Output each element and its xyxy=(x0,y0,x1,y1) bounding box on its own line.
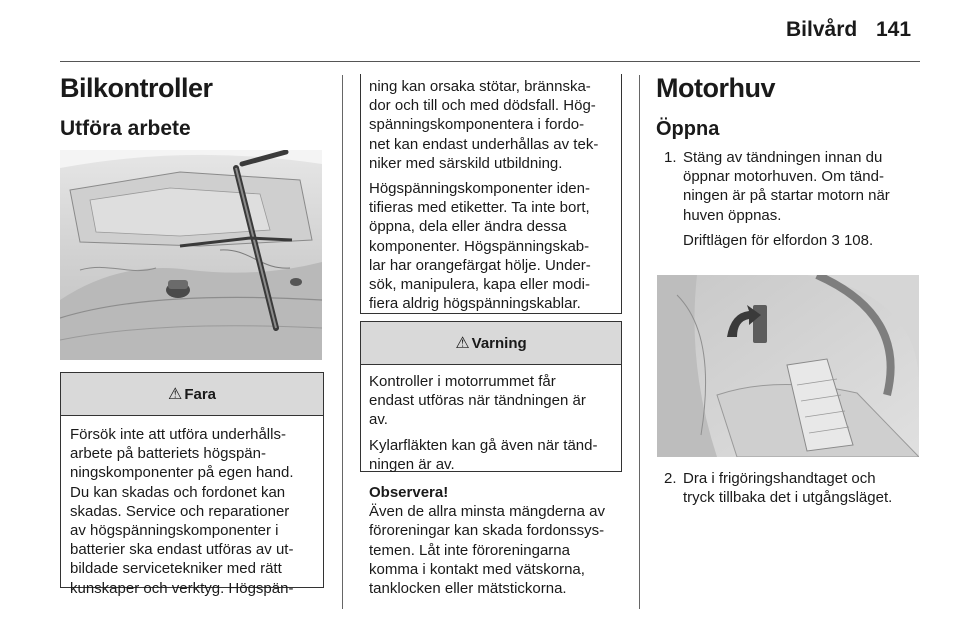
step-line: öppnar motorhuven. Om tänd- xyxy=(683,168,884,186)
header-page-number: 141 xyxy=(876,18,912,41)
reference-text: Driftlägen för elfordon xyxy=(683,231,828,249)
note-block xyxy=(369,483,629,598)
warning-line: av. xyxy=(369,411,388,429)
note-line: föroreningar kan skada fordonssys- xyxy=(369,522,605,540)
step-number: 1. xyxy=(664,149,677,166)
danger-line: av högspänningskomponenter i xyxy=(70,522,279,540)
note-line: temen. Låt inte föroreningarna xyxy=(369,541,570,559)
step-1-text xyxy=(683,148,890,250)
danger-cont-line: fiera aldrig högspänningskablar. xyxy=(369,295,581,313)
engine-bay-illustration xyxy=(60,150,322,360)
danger-cont-line: dor och till och med dödsfall. Hög- xyxy=(369,97,596,115)
column-divider-1 xyxy=(342,75,343,609)
danger-box-header xyxy=(61,373,323,416)
note-line: komma i kontakt med vätskorna, xyxy=(369,560,585,578)
step-line: ningen är på startar motorn när xyxy=(683,187,890,205)
danger-line: batterier ska endast utföras av ut- xyxy=(70,541,294,559)
oppna-subtitle: Öppna xyxy=(656,118,720,140)
danger-cont-line: spänningskomponentera i fordo- xyxy=(369,116,585,134)
note-line: tanklocken eller mätstickorna. xyxy=(369,580,567,598)
warning-box-body xyxy=(361,365,621,474)
danger-cont-line: sök, manipulera, kapa eller modi- xyxy=(369,276,590,294)
danger-line: Försök inte att utföra underhålls- xyxy=(70,426,286,443)
step-2 xyxy=(664,469,924,511)
section-title: Bilkontroller xyxy=(60,73,213,103)
danger-line: Du kan skadas och fordonet kan xyxy=(70,483,286,501)
danger-cont-line: tifieras med etiketter. Ta inte bort, xyxy=(369,199,590,217)
danger-line: bildade servicetekniker med rätt xyxy=(70,560,282,578)
motorhuv-title: Motorhuv xyxy=(656,73,775,103)
danger-cont-line: net kan endast underhållas av tek- xyxy=(369,135,599,153)
danger-line: ningskomponenter på egen hand. xyxy=(70,464,294,482)
section-subtitle: Utföra arbete xyxy=(60,117,191,140)
danger-cont-line: ning kan orsaka stötar, brännska- xyxy=(369,78,591,95)
hood-release-drawing xyxy=(657,275,919,457)
warning-box xyxy=(360,321,622,472)
danger-box-continued xyxy=(360,74,622,314)
danger-continued-body xyxy=(361,74,621,313)
step-line: Dra i frigöringshandtaget och xyxy=(683,470,876,487)
step-1-reference xyxy=(683,231,890,250)
warning-triangle-icon: ⚠ xyxy=(167,386,183,403)
danger-cont-line: Högspänningskomponenter iden- xyxy=(369,180,590,198)
warning-line: endast utföras när tändningen är xyxy=(369,392,586,410)
note-heading: Observera! xyxy=(369,484,449,501)
danger-box-body xyxy=(61,416,323,598)
warning-line: Kylarfläkten kan gå även när tänd- xyxy=(369,436,598,454)
warning-line: ningen är av. xyxy=(369,455,455,473)
danger-box-heading: Fara xyxy=(184,385,217,403)
column-divider-2 xyxy=(639,75,640,609)
danger-cont-line: niker med särskild utbildning. xyxy=(369,154,563,172)
step-line: tryck tillbaka det i utgångsläget. xyxy=(683,489,893,507)
header-rule xyxy=(60,61,920,62)
danger-cont-line: öppna, dela eller ändra dessa xyxy=(369,218,567,236)
danger-line: skadas. Service och reparationer xyxy=(70,502,290,520)
step-number: 2. xyxy=(664,470,677,487)
engine-bay-drawing xyxy=(60,150,322,360)
danger-cont-line: lar har orangefärgat hölje. Under- xyxy=(369,256,591,274)
warning-line: Kontroller i motorrummet får xyxy=(369,373,556,390)
danger-line: kunskaper och verktyg. Högspän- xyxy=(70,579,294,597)
note-line: Även de allra minsta mängderna av xyxy=(369,503,605,521)
step-1 xyxy=(664,148,924,248)
warning-box-header xyxy=(361,322,621,365)
danger-cont-line: komponenter. Högspänningskab- xyxy=(369,237,590,255)
step-line: Stäng av tändningen innan du xyxy=(683,149,883,166)
reference-page: 108. xyxy=(843,231,874,249)
warning-triangle-icon: ⚠ xyxy=(455,335,470,352)
step-line: huven öppnas. xyxy=(683,206,782,224)
header-section-title: Bilvård xyxy=(786,18,858,41)
warning-box-heading: Varning xyxy=(471,334,527,352)
danger-box xyxy=(60,372,324,597)
arrow-reference-icon: 3 xyxy=(831,231,840,249)
danger-line: arbete på batteriets högspän- xyxy=(70,445,266,463)
step-2-text xyxy=(683,469,892,507)
hood-release-illustration xyxy=(657,275,919,457)
